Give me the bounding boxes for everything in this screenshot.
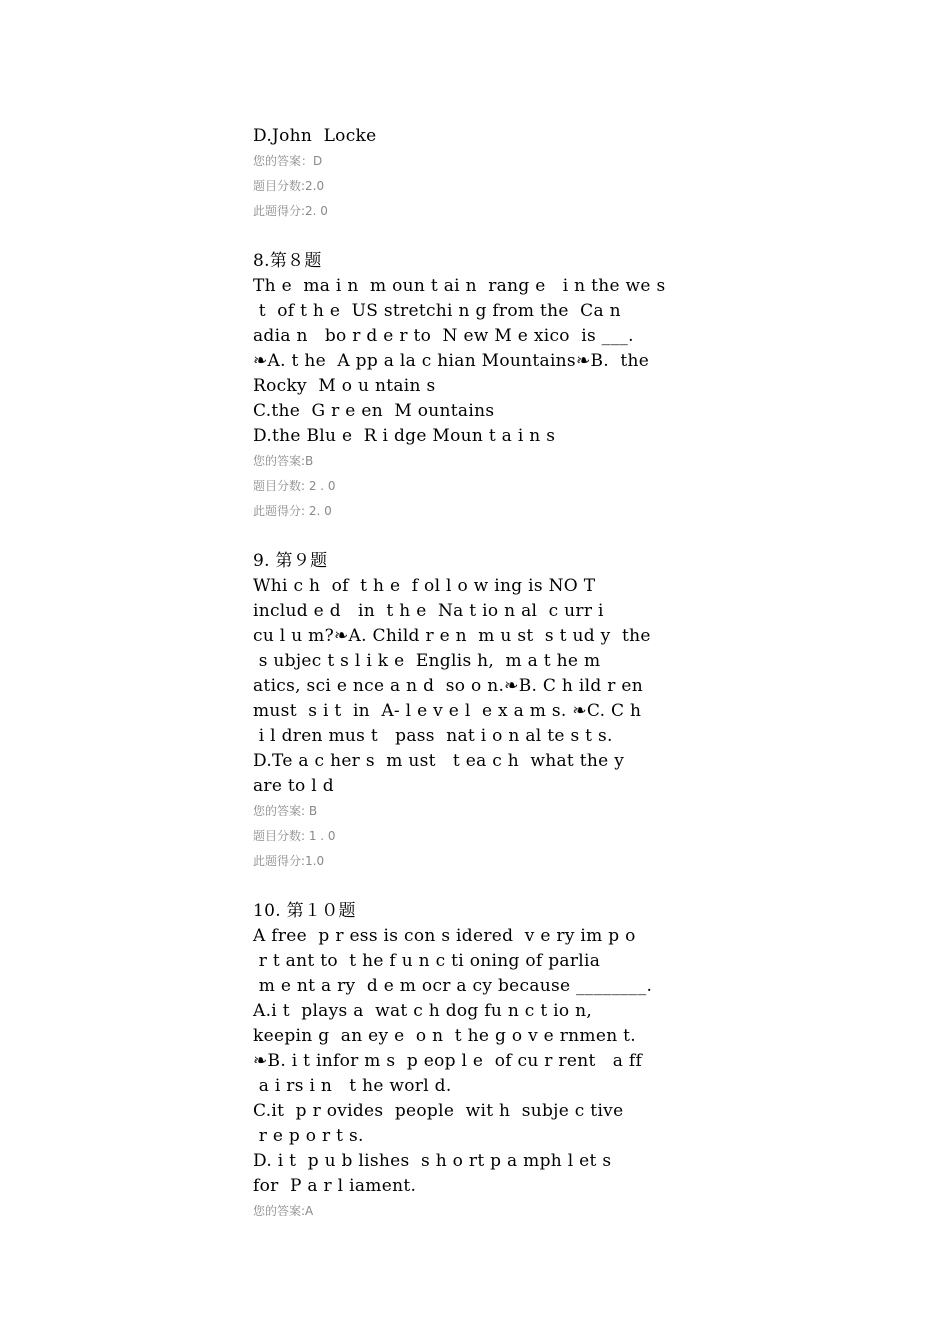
question-8-line: adia n bo r d e r to N ew M e xico is ___. [253,326,634,346]
question-10-line: A free p r ess is con s idered v e ry im p o [253,926,636,946]
question-8-line: Th e ma i n m oun t ai n rang e i n the we s [253,276,666,296]
question-8-title: 8.第８题 [253,251,322,271]
question-9-line: must s i t in A- l e v e l e x a m s. ❧C. C h [253,701,642,721]
question-10-line: C.it p r ovides people wit h subje c tive [253,1101,624,1121]
question-9-line: Whi c h of t h e f ol l o w ing is NO T [253,576,596,596]
question-10-line: D. i t p u b lishes s h o rt p a mph l et s [253,1151,612,1171]
prev-earned-score: 此题得分:2. 0 [253,204,328,218]
question-9-line: cu l u m?❧A. Child r e n m u st s t ud y the [253,626,651,646]
question-10-line: m e nt a ry d e m ocr a cy because ________. [253,976,653,996]
spacer [253,224,713,249]
question-10-line: keepin g an ey e o n t he g o v e rnmen t. [253,1026,636,1046]
question-9-line: i l dren mus t pass nat i o n al te s t s. [253,726,613,746]
question-10-line: r t ant to t he f u n c ti oning of parlia [253,951,601,971]
question-10-title: 10. 第１０题 [253,901,356,921]
question-8-score: 题目分数: 2 . 0 [253,479,336,493]
spacer [253,524,713,549]
question-10-line: ❧B. i t infor m s p eop l e of cu r rent a ff [253,1051,643,1071]
question-8-line: ❧A. t he A pp a la c hian Mountains❧B. the [253,351,650,371]
prev-option-d: D.John Locke [253,126,377,146]
question-10-your-answer: 您的答案:A [253,1204,314,1218]
question-8-line: D.the Blu e R i dge Moun t a i n s [253,426,556,446]
question-9-line: includ e d in t h e Na t io n al c urr i [253,601,604,621]
question-8-your-answer: 您的答案:B [253,454,314,468]
exam-page [253,124,713,1224]
question-8-line: t of t h e US stretchi n g from the Ca n [253,301,621,321]
prev-question-score: 题目分数:2.0 [253,179,325,193]
question-9-line: atics, sci e nce a n d so o n.❧B. C h ild r en [253,676,643,696]
question-10-line: r e p o r t s. [253,1126,364,1146]
spacer [253,874,713,899]
question-10-line: for P a r l iament. [253,1176,417,1196]
question-9-your-answer: 您的答案: B [253,804,318,818]
question-9-title: 9. 第９题 [253,551,328,571]
question-8-line: C.the G r e en M ountains [253,401,495,421]
question-9-score: 题目分数: 1 . 0 [253,829,336,843]
question-9-earned: 此题得分:1.0 [253,854,325,868]
prev-your-answer: 您的答案：D [253,154,323,168]
question-9-line: s ubjec t s l i k e Englis h, m a t he m [253,651,601,671]
question-8-line: Rocky M o u ntain s [253,376,436,396]
question-9-line: D.Te a c her s m ust t ea c h what the y [253,751,625,771]
question-8-earned: 此题得分: 2. 0 [253,504,332,518]
question-9-line: are to l d [253,776,334,796]
question-10-line: a i rs i n t he worl d. [253,1076,452,1096]
question-10-line: A.i t plays a wat c h dog fu n c t io n, [253,1001,593,1021]
